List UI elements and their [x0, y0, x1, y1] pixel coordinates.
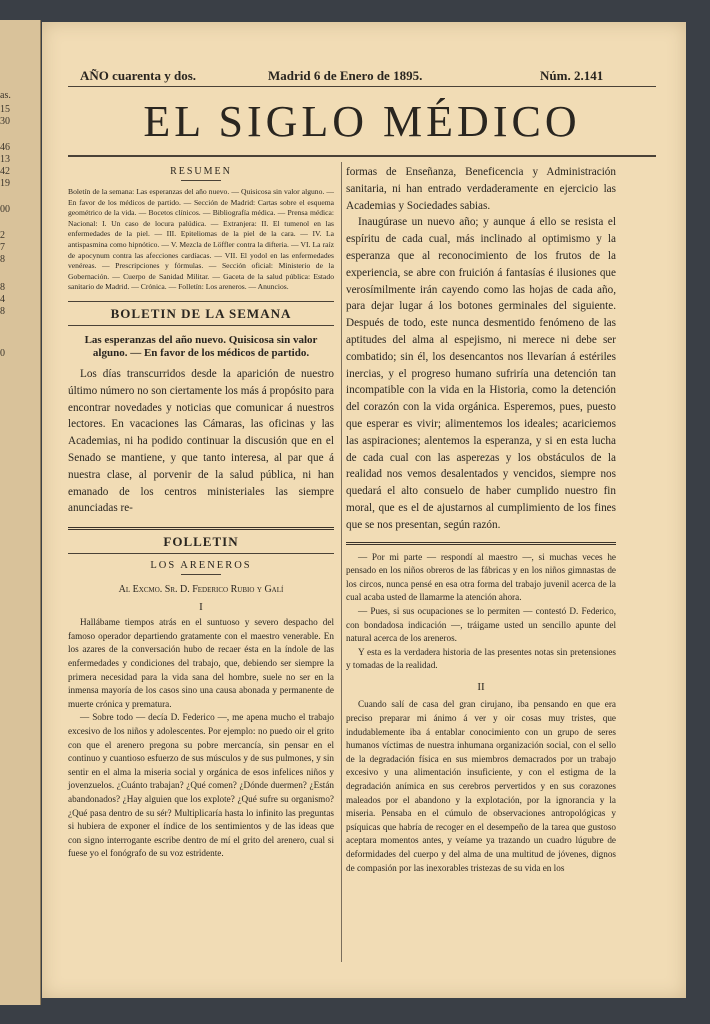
boletin-paragraph-left: Los días transcurridos desde la aparición de nuestro último número no son ciertamente los más á propósito para encontrar novedades y noticias que comunicar á nuestros lectores. En vacaciones las Cámaras, las oficinas y las Academias, ni ha podido continuar la discusión que en el Senado se mantiene, y que tanto interesa, al par que á nuestra clase, al porvenir de la salud pública, ni han emanado de los centros ministeriales las siempre anunciadas re-: [68, 367, 334, 515]
boletin-paragraph-right-1: formas de Enseñanza, Beneficencia y Administración sanitaria, ni han entrado verdaderamente en ejercicio las Academias y Sociedades sabias.: [346, 166, 616, 212]
issue-date: Madrid 6 de Enero de 1895.: [268, 68, 423, 83]
margin-number: 19: [0, 178, 10, 189]
boletin-top-rule: [68, 301, 334, 302]
folletin-title: FOLLETIN: [163, 534, 239, 550]
margin-number: 46: [0, 142, 10, 153]
folletin-top-rule: [68, 527, 334, 530]
resumen-text: Boletín de la semana: Las esperanzas del año nuevo. — Quisicosa sin valor alguno. — En favor de los médicos de partido. — Sección de Madrid: Cartas sobre el esquema geométrico de la vida. — Bocetos clínicos. — Bibliografía médica. — Prensa médica: Nacional: I. Un caso de locura palúdica. — Extranjera: II. El tumenol en las enfermedades de la piel. — III. Epiteliomas de la piel de la cara. — IV. La antispasmina como hipnótico. — V. Mezcla de Löffler contra la difteria. — VI. La raíz de apocynum contra las afecciones cardíacas. — VII. El yodol en las enfermedades venéreas. — Prescripciones y fórmulas. — Sección oficial: Ministerio de la Gobernación. — Cuerpo de Sanidad Militar. — Gaceta de la salud pública: Estado sanitario de Madrid. — Crónica. — Folletín: Los areneros. — Anuncios.: [68, 187, 334, 292]
boletin-title: BOLETIN DE LA SEMANA: [110, 305, 292, 321]
margin-number: 13: [0, 154, 10, 165]
margin-number: 8: [0, 282, 5, 293]
folletin-right-paragraph-4: Cuando salí de casa del gran cirujano, iba pensando en que era preciso preparar mi ánimo á ver y oir cosas muy tristes, que indudablemente iba á entablar conocimiento con un grupo de seres humanos víctimas de nuestra inhumana organización social, con el sello de la degradación física en sus miembros demacrados por un trabajo excesivo y una alimentación insuficiente, y con el estigma de la degradación anímica en sus cerebros pervertidos y en sus corazones maleados por el abandono y la explotación, por la ignorancia y la miseria. Pensaba en el cúmulo de observaciones antropológicas y psíquicas que habría de recoger en el desempeño de la tarea que gustoso aceptara momentos antes, y veíame ya trazando un cuadro lúgubre de deformidades del cuerpo y del alma de una multitud de jóvenes, dignos de compasión por las inexorables tristezas de su vida en los: [346, 699, 616, 873]
margin-number: 00: [0, 204, 10, 215]
column-divider: [341, 162, 342, 962]
resumen-rule: [181, 180, 221, 181]
margin-number: 15: [0, 104, 10, 115]
issue-year: AÑO cuarenta y dos.: [80, 68, 197, 83]
masthead-title: EL SIGLO MÉDICO: [143, 97, 581, 146]
margin-number: as.: [0, 90, 11, 101]
right-column: [346, 164, 616, 875]
margin-number: 2: [0, 230, 5, 241]
margin-number: 8: [0, 254, 5, 265]
newspaper-page: [42, 22, 686, 998]
part-two-numeral: II: [477, 680, 485, 693]
folletin-right-paragraph-1: — Por mi parte — respondí al maestro —, si muchas veces he pensado en los niños obreros de las fábricas y en los niños gimnastas de los circos, nunca pensé en esa otra forma del trabajo juvenil acerca de la cual acaba usted de llamarme la atención ahora.: [346, 551, 616, 603]
folletin-left-paragraph-1: Hallábame tiempos atrás en el suntuoso y severo despacho del famoso operador departiendo gratamente con el maestro venerable. En los azares de la conversación hubo de recaer ésta en la índole de las enfermedades y condiciones del trabajo, que, debiendo ser siempre la primera necesidad para la vida sana del hombre, suele no ser en la inmensa mayoría de los casos sino una causa abonada y permanente de muerte crónica y prematura.: [68, 617, 334, 709]
story-rule: [181, 574, 221, 575]
part-one-numeral: I: [199, 600, 203, 613]
margin-number: 8: [0, 306, 5, 317]
folletin-right-rule: [346, 542, 616, 545]
story-title: LOS ARENEROS: [150, 560, 252, 572]
margin-number: 30: [0, 116, 10, 127]
header-rule: [68, 86, 656, 87]
margin-number: 7: [0, 242, 5, 253]
masthead-rule: [68, 155, 656, 157]
folletin-right-paragraph-3: Y esta es la verdadera historia de las presentes notas sin pretensiones y tomadas de la realidad.: [346, 646, 616, 671]
margin-number: 4: [0, 294, 5, 305]
boletin-bottom-rule: [68, 325, 334, 326]
resumen-title: RESUMEN: [170, 166, 232, 177]
folletin-left-paragraph-2: — Sobre todo — decía D. Federico —, me apena mucho el trabajo excesivo de los niños y adolescentes. Por ejemplo: no puedo oir el grito con que el arenero pregona su pobre mercancía, sin pensar en el continuo y cuantioso esfuerzo de sus músculos y de sus pulmones, y sin sentir en el alma la miseria social y orgánica de esos infelices niños y jovenzuelos. ¿Cuánto trabajan? ¿Qué comen? ¿Dónde duermen? ¿Están abandonados? ¿Hay alguien que los explote? ¿Qué sufre su organismo? ¿Qué pasa dentro de su sér? Multiplicaría hasta lo infinito las preguntas si hubiera de exponer el índice de los sentimientos y de las ideas que con signo interrogante escribe dentro de mí el grito del arenero, cual si fuese yo el fonógrafo de su voz estridente.: [68, 712, 334, 859]
boletin-subtitle: Las esperanzas del año nuevo. Quisicosa sin valor alguno. — En favor de los médicos de partido.: [84, 333, 318, 359]
folletin-bottom-rule: [68, 553, 334, 554]
issue-number: Núm. 2.141: [540, 68, 604, 83]
dedication: Al Excmo. Sr. D. Federico Rubio y Galí: [118, 584, 284, 596]
margin-number: 42: [0, 166, 10, 177]
left-column: [68, 164, 334, 861]
previous-page-edge: [0, 20, 41, 1005]
margin-number: 0: [0, 348, 5, 359]
boletin-paragraph-right-2: Inaugúrase un nuevo año; y aunque á ello se resista el espíritu de cada cual, más inclinado al optimismo y la esperanza que al reconocimiento de los frutos de la experiencia, se abre con fruición á fantasías é ilusiones que verosímilmente irán cayendo como las hojas de cada año, para dejar lugar á los botones germinales del siguiente. Después de todo, este nunca desmentido fenómeno de las aptitudes del alma al espejismo, ni merece ni debe ser combatido; sin él, los desencantos nos llevarían á estériles inercias, y el progreso humano sufriría una detención tan incompatible con la vida en la Historia, como la detención del corazón con la vida orgánica. Esperemos, pues, puesto que esperar es vivir; alimentemos los ideales; acariciemos las aspiraciones; alentemos la esperanza, y si en esta lucha de cada cual con las asperezas y los obstáculos de la realidad nos vemos desalentados y vencidos, siempre nos quedará el alto consuelo de haber cumplido nuestro fin moral, que es el de ajustarnos al cumplimiento de los fines que se nos presentan, según razón.: [346, 216, 616, 531]
folletin-right-paragraph-2: — Pues, si sus ocupaciones se lo permiten — contestó D. Federico, con bondadosa indicación —, tráigame usted un sencillo apunte del natural acerca de los areneros.: [346, 605, 616, 644]
